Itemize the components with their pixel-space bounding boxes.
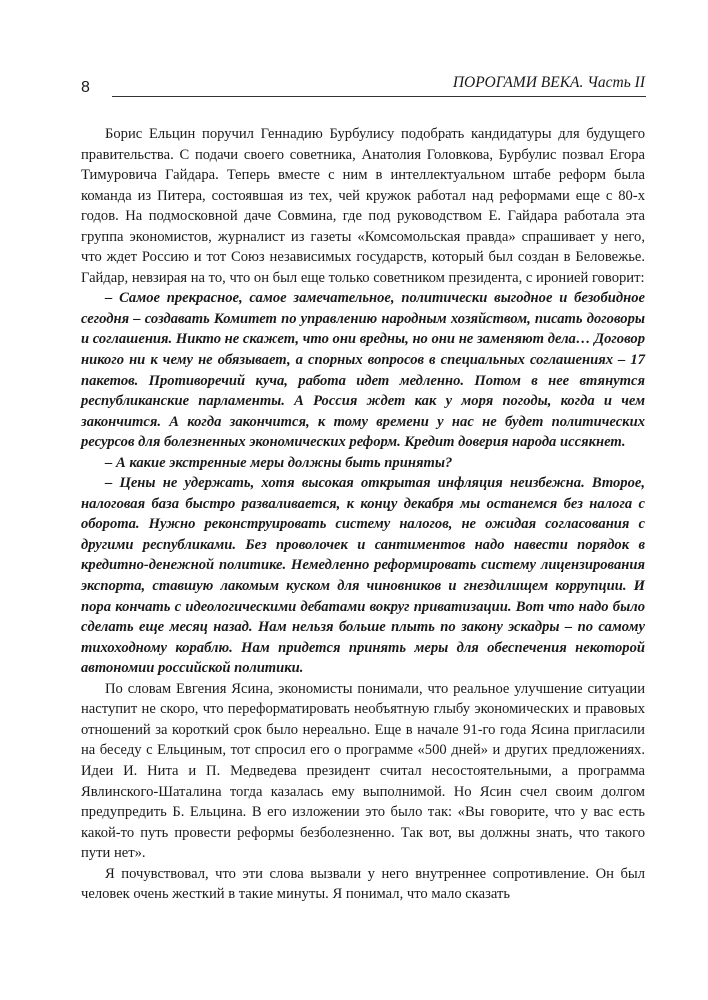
dialogue-paragraph: – Цены не удержать, хотя высокая открытая инфляция неизбежна. Второе, налоговая база быстро разваливается, к концу декабря мы останемся без налога с оборота. Нужно реконструировать систему налогов, не ожидая согласования с другими республиками. Без проволочек и сантиментов надо навести порядок в кредитно-денежной политике. Немедленно реформировать систему лицензирования экспорта, ставшую лакомым куском для чиновников и гнездилищем коррупции. И пора кончать с идеологическими дебатами вокруг приватизации. Вот что надо было сделать еще месяц назад. Нам нельзя больше плыть по закону эскадры – по самому тихоходному кораблю. Нам придется принять меры для обеспечения некоторой автономии российской политики. — [81, 475, 645, 677]
page-number: 8 — [81, 79, 90, 96]
dialogue-paragraph: – А какие экстренные меры должны быть приняты? — [105, 454, 453, 471]
header-rule — [112, 96, 646, 97]
body-text — [81, 124, 645, 905]
paragraph: Я почувствовал, что эти слова вызвали у него внутреннее сопротивление. Он был человек очень жесткий в такие минуты. Я понимал, что мало сказать — [81, 865, 645, 903]
paragraph: По словам Евгения Ясина, экономисты понимали, что реальное улучшение ситуации наступит не скоро, что переформатировать необъятную глыбу экономических и правовых отношений за короткий срок было нереально. Еще в начале 91-го года Ясина пригласили на беседу с Ельциным, тот спросил его о программе «500 дней» и других предложениях. Идеи И. Нита и П. Медведева президент считал несостоятельными, а программа Явлинского-Шаталина тогда казалась ему выполнимой. Но Ясин счел своим долгом предупредить Б. Ельцина. В его изложении это было так: «Вы говорите, что у вас есть какой-то путь провести реформы безболезненно. Так вот, вы должны знать, что такого пути нет». — [81, 680, 645, 862]
dialogue-paragraph: – Самое прекрасное, самое замечательное, политически выгодное и безобидное сегодня – создавать Комитет по управлению народным хозяйством, писать договоры и соглашения. Никто не скажет, что они вредны, но они не заменяют дела… Договор никого ни к чему не обязывает, а спорных вопросов в специальных соглашениях – 17 пакетов. Противоречий куча, работа идет медленно. Потом в нее втянутся республиканские парламенты. А Россия ждет как у моря погоды, когда и чем закончится. А когда закончится, к тому времени у нас не будет политических ресурсов для болезненных экономических реформ. Кредит доверия народа иссякнет. — [81, 290, 645, 451]
paragraph: Борис Ельцин поручил Геннадию Бурбулису подобрать кандидатуры для будущего правительства. С подачи своего советника, Анатолия Головкова, Бурбулис позвал Егора Тимуровича Гайдара. Теперь вместе с ним в интеллектуальном штабе реформ была команда из Питера, состоявшая из тех, чей кружок работал над реформами еще с 80-х годов. На подмосковной даче Совмина, где под руководством Е. Гайдара работала эта группа экономистов, журналист из газеты «Комсомольская правда» спрашивает у него, что ждет Россию и тот Союз независимых государств, который был создан в Беловежье. Гайдар, невзирая на то, что он был еще только советником президента, с иронией говорит: — [81, 126, 645, 286]
running-head: ПОРОГАМИ ВЕКА. Часть II — [452, 74, 645, 91]
